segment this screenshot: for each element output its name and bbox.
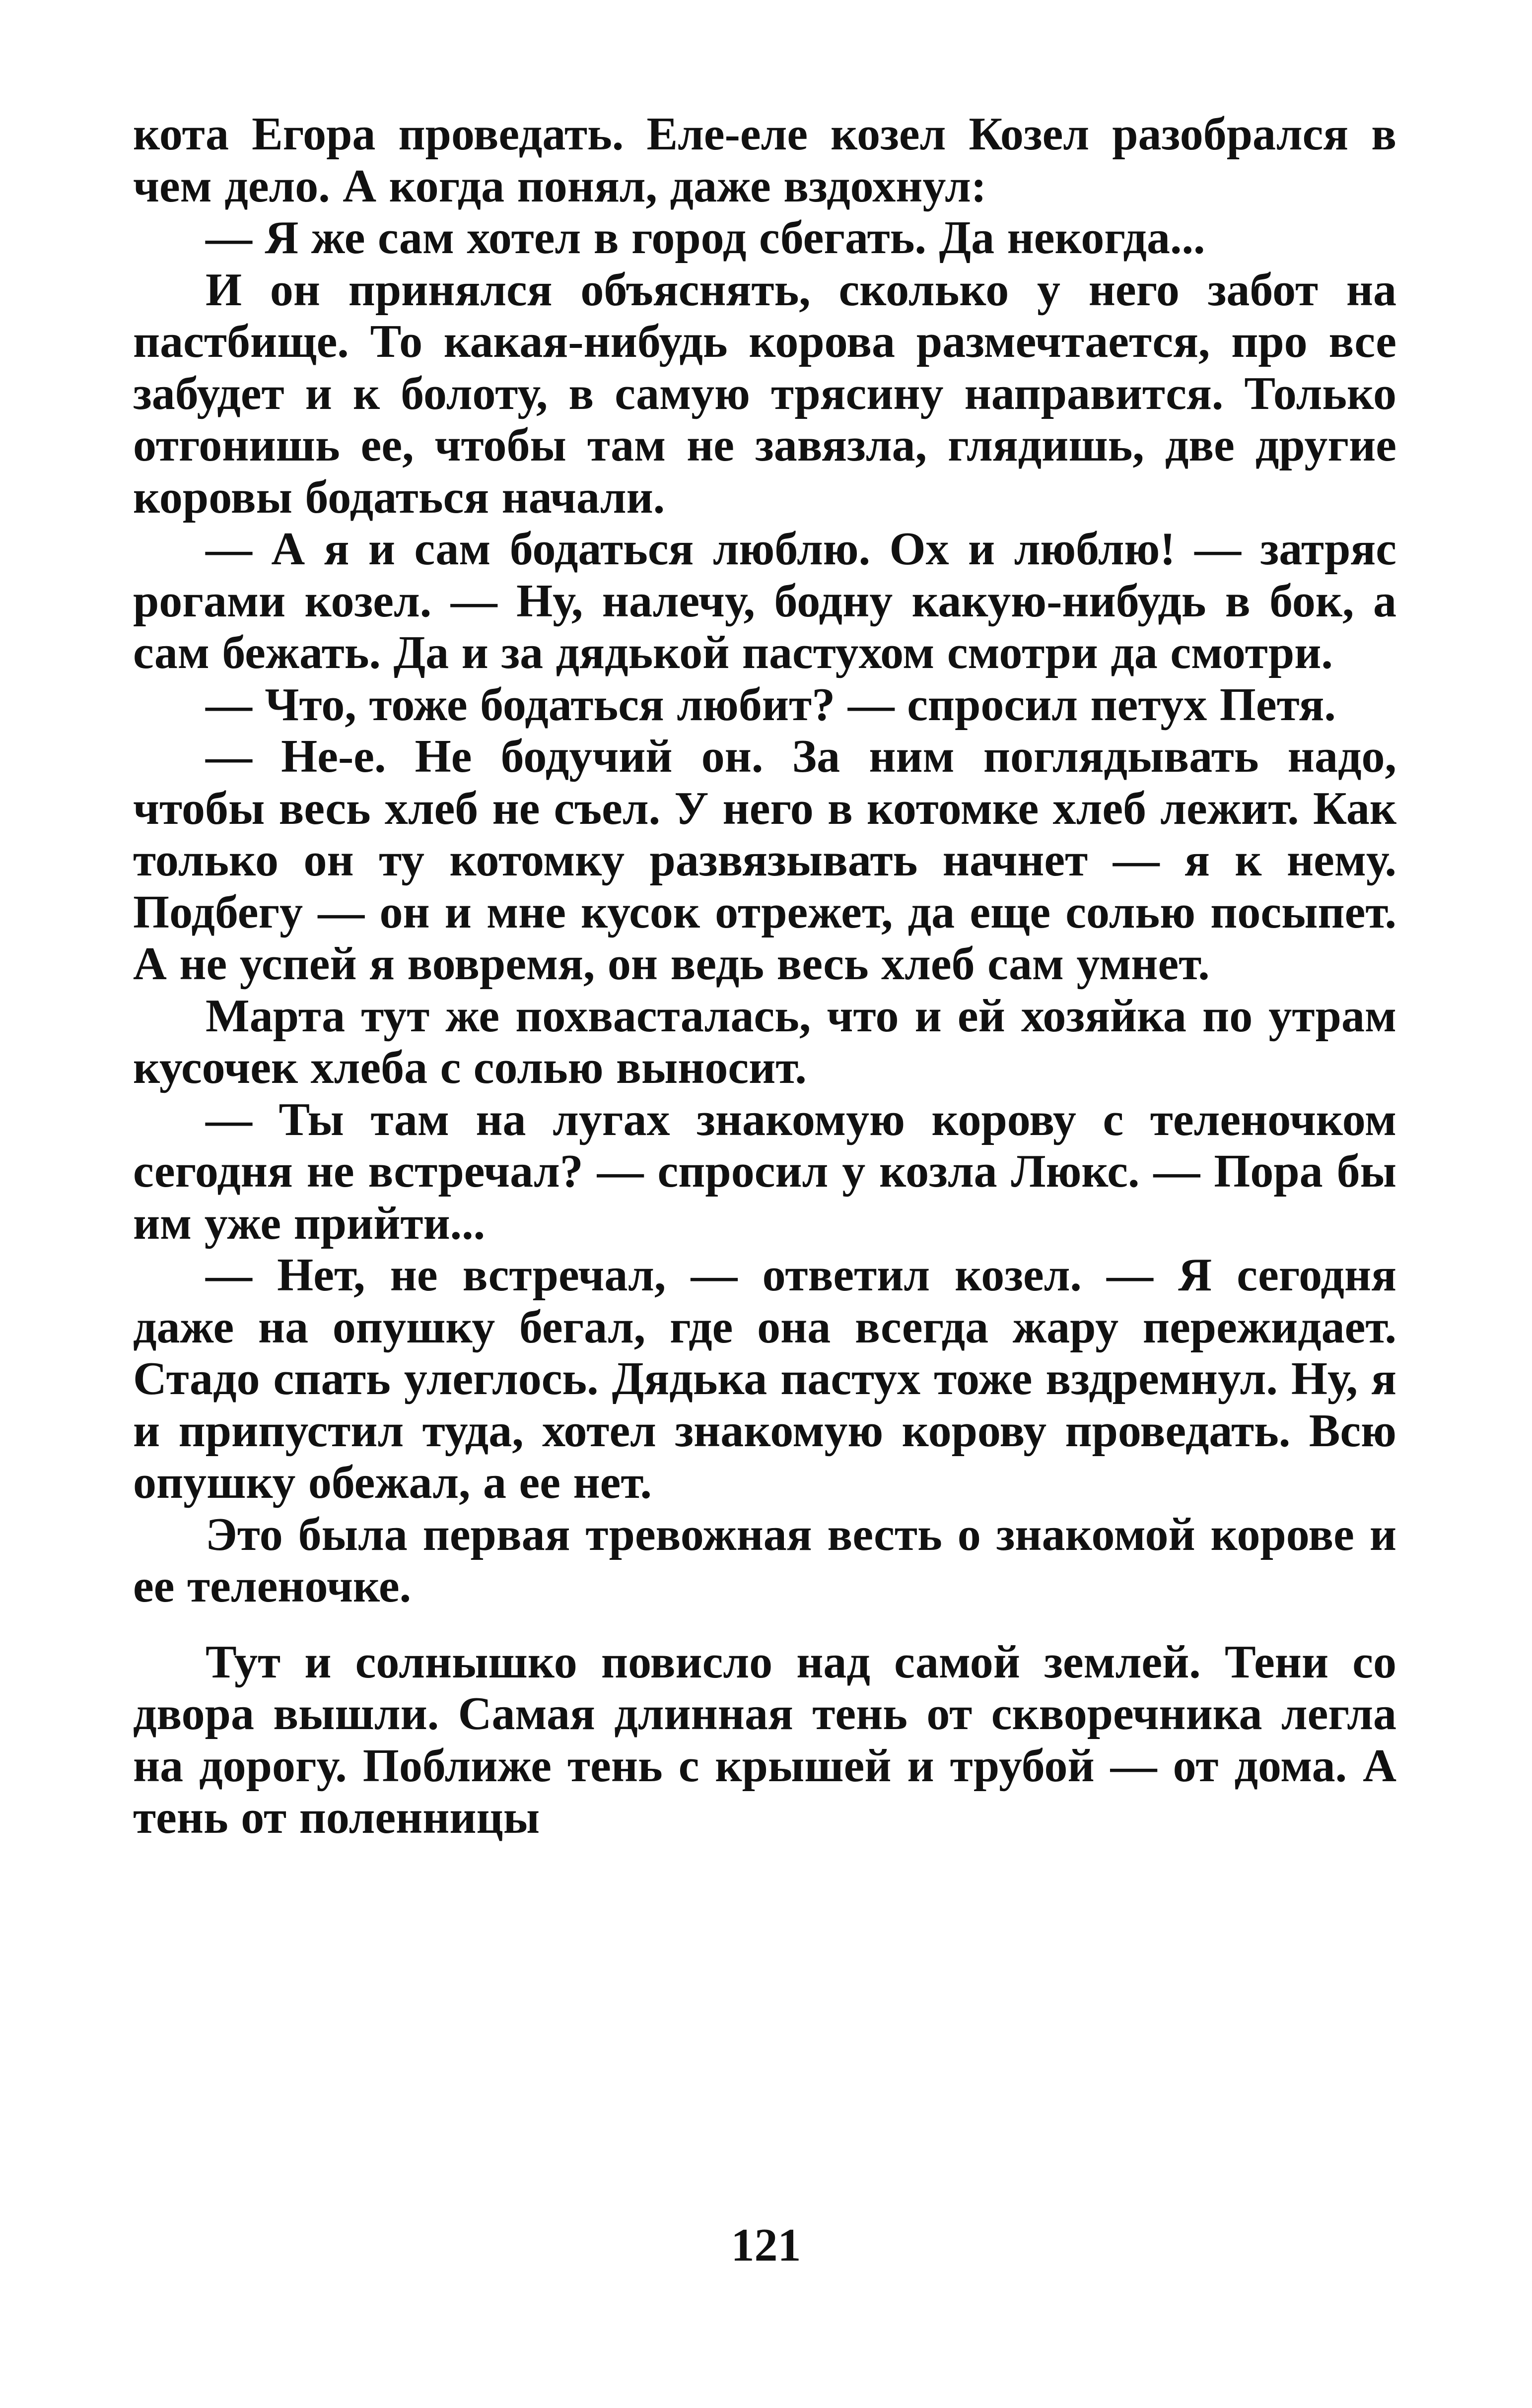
paragraph: — Нет, не встречал, — ответил козел. — Я сегодня даже на опушку бегал, где она всегда жару пережидает. Стадо спать улеглось. Дядька пастух тоже вздремнул. Ну, я и припустил туда, хотел знакомую корову проведать. Всю опушку обежал, а ее нет. — [133, 1249, 1396, 1508]
page-number: 121 — [731, 2219, 801, 2271]
body-text — [133, 108, 1396, 1844]
paragraph: — А я и сам бодаться люблю. Ох и люблю! — затряс рогами козел. — Ну, налечу, бодну какую-нибудь в бок, а сам бежать. Да и за дядькой пастухом смотри да смотри. — [133, 523, 1396, 678]
paragraph: — Не-е. Не бодучий он. За ним поглядывать надо, чтобы весь хлеб не съел. У него в котомке хлеб лежит. Как только он ту котомку развязывать начнет — я к нему. Подбегу — он и мне кусок отрежет, да еще солью посыпет. А не успей я вовремя, он ведь весь хлеб сам умнет. — [133, 731, 1396, 990]
paragraph: — Я же сам хотел в город сбегать. Да некогда... — [206, 212, 1205, 264]
paragraph: Это была первая тревожная весть о знакомой корове и ее теленочке. — [133, 1508, 1396, 1612]
paragraph: кота Егора проведать. Еле-еле козел Козел разобрался в чем дело. А когда понял, даже вздохнул: — [133, 108, 1396, 212]
paragraph: Марта тут же похвасталась, что и ей хозяйка по утрам кусочек хлеба с солью выносит. — [133, 990, 1396, 1093]
paragraph: И он принялся объяснять, сколько у него забот на пастбище. То какая-нибудь корова размечтается, про все забудет и к болоту, в самую трясину направится. Только отгонишь ее, чтобы там не завязла, глядишь, две другие коровы бодаться начали. — [133, 264, 1396, 523]
paragraph: — Что, тоже бодаться любит? — спросил петух Петя. — [206, 678, 1336, 731]
paragraph: Тут и солнышко повисло над самой землей. Тени со двора вышли. Самая длинная тень от скворечника легла на дорогу. Поближе тень с крышей и трубой — от дома. А тень от поленницы — [133, 1636, 1396, 1843]
paragraph: — Ты там на лугах знакомую корову с теленочком сегодня не встречал? — спросил у козла Люкс. — Пора бы им уже прийти... — [133, 1093, 1396, 1249]
